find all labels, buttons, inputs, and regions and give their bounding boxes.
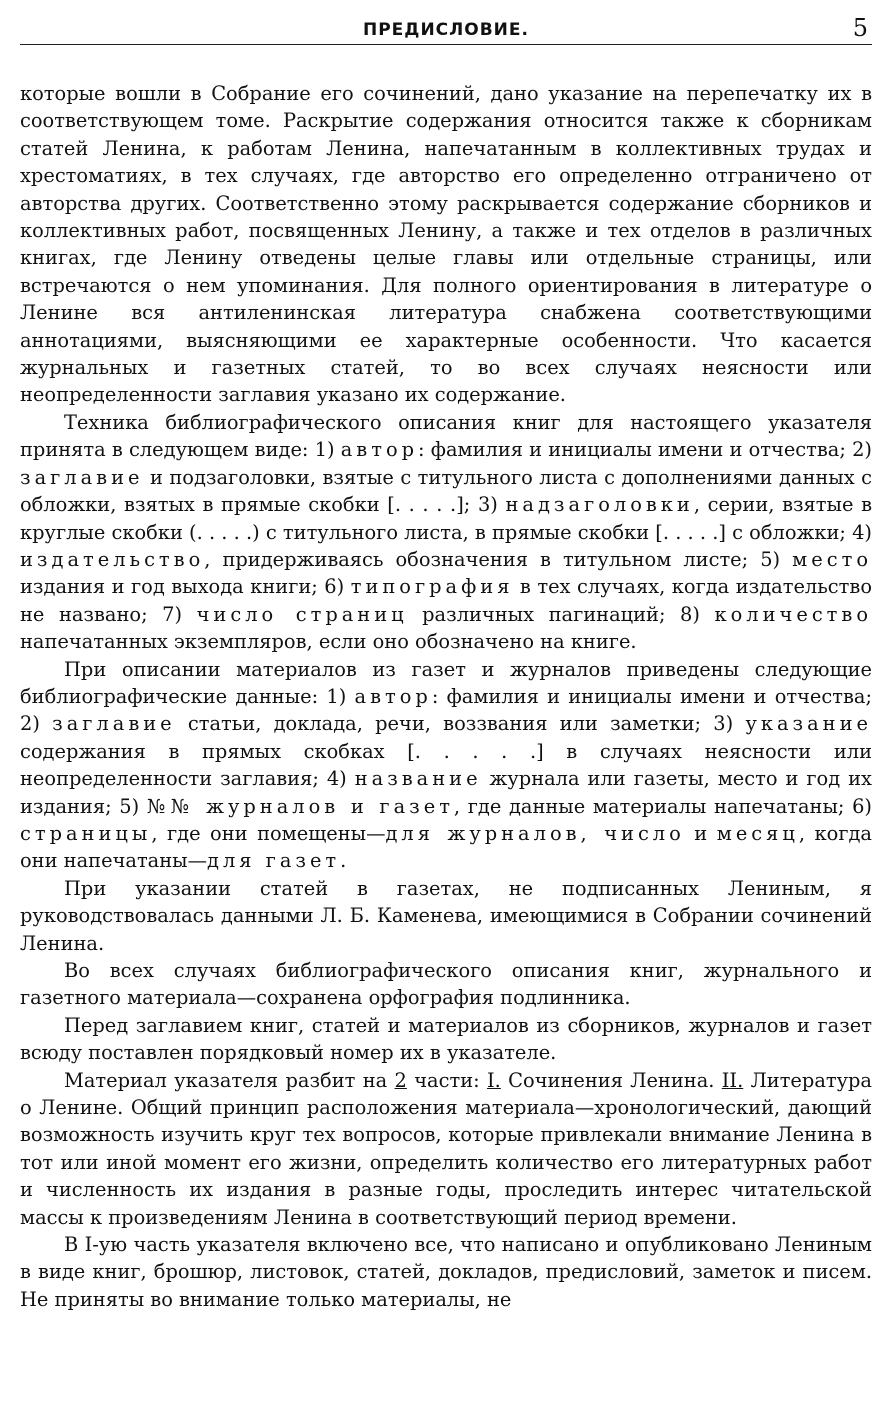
spaced-term: заглавие [20,465,144,489]
spaced-term: страницы [20,821,152,845]
text-segment: издания и год выхода книги; 6) [20,575,351,599]
paragraph-2 [20,409,872,656]
text-segment: . [340,849,347,873]
running-title: ПРЕДИСЛОВИЕ. [363,20,529,40]
underlined-mark: I. [487,1068,501,1092]
paragraph-5: Во всех случаях библиографического описания книг, журнального и газетного материала—сохранена орфография подлинника. [20,959,872,1010]
spaced-term: автор [340,438,419,462]
text-segment: части: [406,1068,488,1092]
spaced-term: месяц [716,821,799,845]
text-segment: : фамилия и инициалы имени и отчества; 2) [418,438,872,462]
spaced-term: автор [354,684,432,708]
paragraph-7 [20,1067,872,1231]
underlined-mark: II. [721,1068,744,1092]
spaced-term: для журналов, число [385,821,685,845]
page-number: 5 [852,14,868,42]
text-segment: , где данные материалы напечатаны; 6) [453,794,872,818]
text-segment: журнала или газеты, место и год их издания; 5) [20,767,872,818]
text-segment: : фамилия и инициалы имени и отчества; 2) [20,684,873,736]
text-segment: Сочинения Ленина. [500,1068,722,1092]
text-segment: Литература о Ленине. Общий принцип расположения материала—хронологический, дающий возможность изучить круг тех вопросов, которые привлекали внимание Ленина в тот или иной момент его жизни, определить количество его литературных работ и численность их издания в разные годы, проследить интерес читательской массы к произведениям Ленина в соответствующий период времени. [20,1068,872,1229]
text-segment: в тех случаях, когда издательство не названо; 7) [20,575,872,626]
spaced-term: место [792,547,872,571]
spaced-term: количество [714,602,872,626]
text-segment: , где они помещены— [151,821,386,845]
spaced-term: указание [745,712,872,736]
spaced-term: №№ журналов и газет [146,794,454,818]
paragraph-6: Перед заглавием книг, статей и материалов из сборников, журналов и газет всюду поставлен порядковый номер их в указателе. [20,1013,872,1065]
text-segment: различных пагинаций; 8) [407,602,715,626]
paragraph-8: В I-ую часть указателя включено все, что написано и опубликовано Лениным в виде книг, брошюр, листовок, статей, докладов, предисловий, заметок и писем. Не приняты во внимание только материалы, не [20,1233,872,1311]
header-rule [20,44,872,45]
spaced-term: надзаголовки [505,493,694,517]
body-text [20,80,872,1313]
spaced-term: издательство [20,547,205,571]
text-segment: , когда они напечатаны— [20,821,872,873]
spaced-term: заглавие [52,712,176,736]
text-segment: содержания в прямых скобках [. . . . .] в случаях неясности или неопределенности заглавия; 4) [20,739,872,791]
paragraph-4: При указании статей в газетах, не подписанных Лениным, я руководствовалась данными Л. Б. Каменева, имеющимися в Собрании сочинений Ленина. [20,876,872,955]
text-segment: , серии, взятые в круглые скобки (. . . . .) с титульного листа, в прямые скобки [. . . . .] с обложки; 4) [20,493,872,544]
text-segment: , придерживаясь обозначения в титульном листе; 5) [204,547,793,571]
paragraph-1: которые вошли в Собрание его сочинений, дано указание на перепечатку их в соответствующем томе. Раскрытие содержания относится также к сборникам статей Ленина, к работам Ленина, напечатанным в коллективных трудах и хрестоматиях, в тех случаях, где авторство его определенно отграничено от авторства других. Соответственно этому раскрывается содержание сборников и коллективных работ, посвященных Ленину, а также и тех отделов в различных книгах, где Ленину отведены целые главы или отдельные страницы, или встречаются о нем упоминания. Для полного ориентирования в литературе о Ленине вся антиленинская литература снабжена соответствующими аннотациями, выясняющими ее характерные особенности. Что касается журнальных и газетных статей, то во всех случаях неясности или неопределенности заглавия указано их содержание. [20,82,872,407]
underlined-mark: 2 [394,1068,407,1092]
spaced-term: число страниц [196,602,408,626]
text-segment: При описании материалов из газет и журналов приведены следующие библиографические данные: 1) [20,657,872,708]
spaced-term: для газет [207,849,341,873]
text-segment: статьи, доклада, речи, воззвания или заметки; 3) [175,712,746,736]
text-segment: Материал указателя разбит на [64,1068,395,1092]
text-segment: и подзаголовки, взятые с титульного листа с дополнениями данных с обложки, взятых в прямые скобки [. . . . .]; 3) [20,465,872,517]
paragraph-3 [20,656,872,875]
spaced-term: название [354,767,482,791]
spaced-term: типография [350,575,514,599]
book-page [20,0,872,1420]
text-segment: и [684,821,717,845]
running-head [20,0,872,48]
text-segment: Техника библиографического описания книг для настоящего указателя принята в следующем виде: 1) [20,410,872,462]
text-segment: напечатанных экземпляров, если оно обозначено на книге. [20,630,637,654]
